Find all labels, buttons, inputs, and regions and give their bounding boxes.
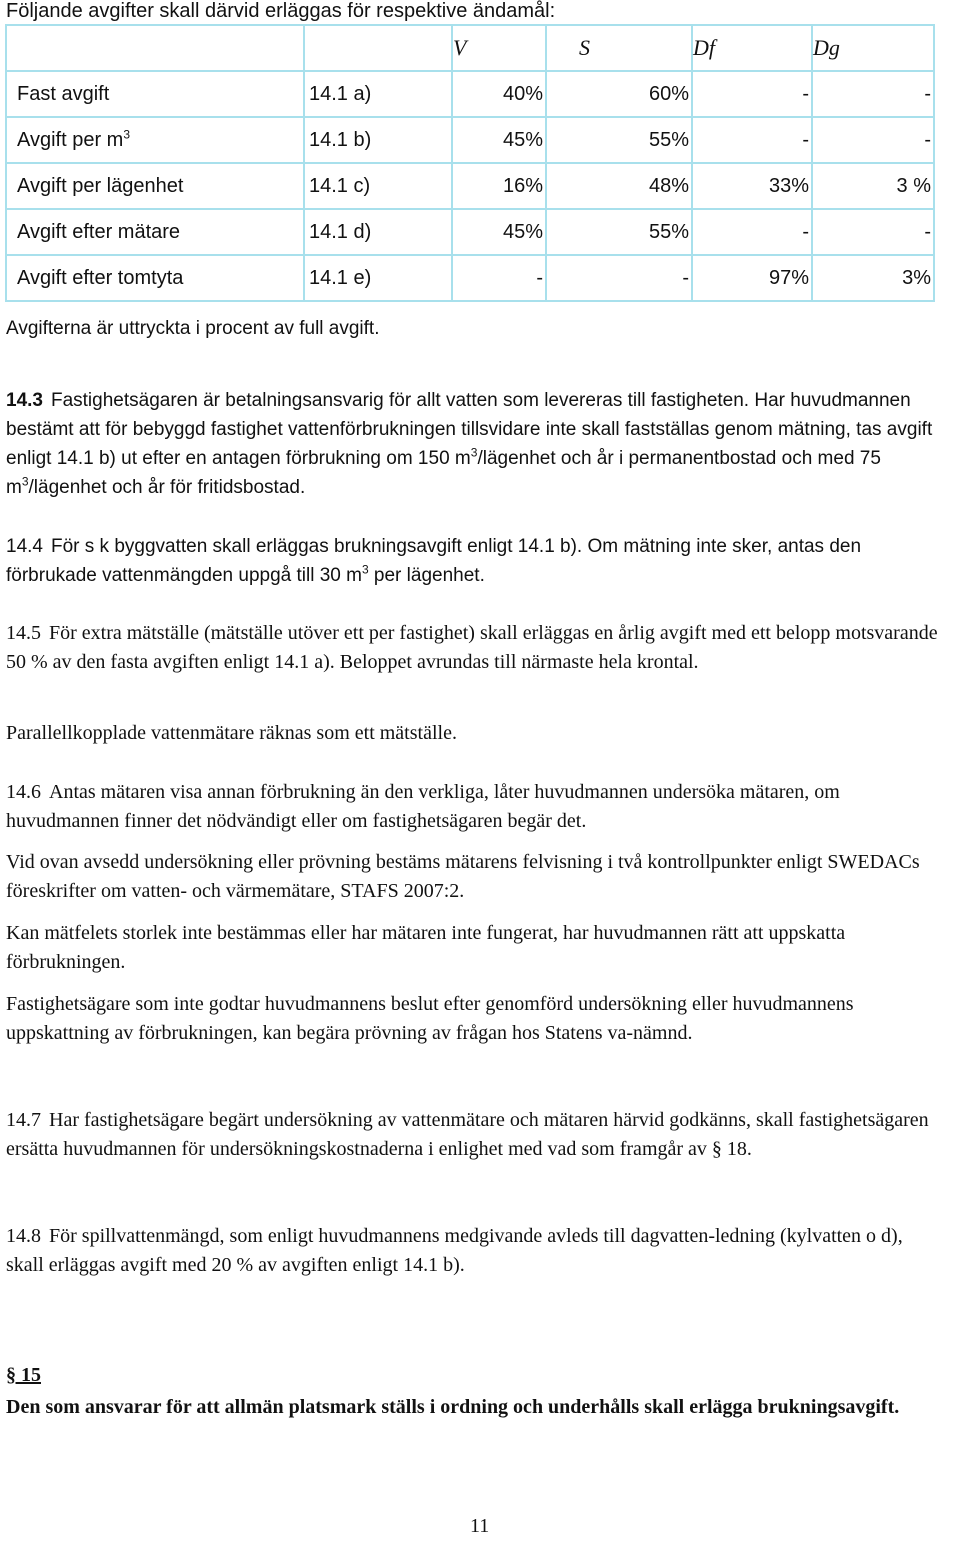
table-row (6, 163, 934, 209)
header-blank (6, 25, 304, 71)
table-row (6, 209, 934, 255)
row-dg: - (812, 209, 934, 255)
row-dg: 3% (812, 255, 934, 301)
paragraph-14-5b: Parallellkopplade vattenmätare räknas som ett mätställe. (6, 722, 457, 744)
paragraph-number: 14.8 (6, 1225, 41, 1247)
row-v: - (452, 255, 546, 301)
row-label: Fast avgift (6, 71, 304, 117)
paragraph-14-5: 14.5 För extra mätställe (mätställe utöver ett per fastighet) skall erläggas en årlig avgift med ett belopp motsvarande 50 % av den fasta avgiften enligt 14.1 a). Beloppet avrundas till närmaste hela krontal. (6, 622, 938, 673)
header-df: Df (692, 25, 812, 71)
table-row (6, 117, 934, 163)
paragraph-14-4: 14.4 För s k byggvatten skall erläggas brukningsavgift enligt 14.1 b). Om mätning inte sker, antas den förbrukade vattenmängden uppgå till 30 $m^3$ per lägenhet. (6, 536, 862, 586)
row-label: Avgift per lägenhet (6, 163, 304, 209)
section-15-heading: § 15 (6, 1364, 41, 1386)
paragraph-number: 14.5 (6, 622, 41, 644)
row-label: Avgift per $m^3$ (6, 117, 304, 163)
paragraph-14-7: 14.7 Har fastighetsägare begärt undersökning av vattenmätare och mätaren härvid godkänns, skall fastighetsägaren ersätta huvudmannen för undersökningskostnaderna i enlighet med vad som framgår av § 18. (6, 1109, 929, 1160)
row-s: 48% (546, 163, 692, 209)
section-15-title: Den som ansvarar för att allmän platsmark ställs i ordning och underhålls skall erlägga brukningsavgift. (6, 1396, 900, 1418)
header-s: S (546, 25, 692, 71)
intro-text: Följande avgifter skall därvid erläggas för respektive ändamål: (6, 0, 556, 22)
row-df: - (692, 117, 812, 163)
row-s: 60% (546, 71, 692, 117)
row-dg: 3 % (812, 163, 934, 209)
table-row (6, 71, 934, 117)
row-df: 33% (692, 163, 812, 209)
row-label: Avgift efter tomtyta (6, 255, 304, 301)
page-number: 11 (470, 1515, 490, 1537)
header-v: V (452, 25, 546, 71)
row-s: - (546, 255, 692, 301)
paragraph-14-6c: Kan mätfelets storlek inte bestämmas eller har mätaren inte fungerat, har huvudmannen rätt att uppskatta förbrukningen. (6, 922, 846, 973)
row-ref: 14.1 d) (304, 209, 452, 255)
row-label: Avgift efter mätare (6, 209, 304, 255)
row-dg: - (812, 71, 934, 117)
paragraph-14-3: 14.3 Fastighetsägaren är betalningsansvarig för allt vatten som levereras till fastigheten. Har huvudmannen bestämt att för bebyggd fastighet vattenförbrukningen tillsvidare inte skall fastställas genom mätning, tas avgift enligt 14.1 b) ut efter en antagen förbrukning om 150 $m^3$/lägenhet och år i permanentbostad och med 75 $m^3$/lägenhet och år för fritidsbostad. (6, 390, 933, 498)
paragraph-number: 14.3 (6, 390, 43, 411)
header-blank (304, 25, 452, 71)
row-ref: 14.1 a) (304, 71, 452, 117)
row-s: 55% (546, 209, 692, 255)
row-ref: 14.1 e) (304, 255, 452, 301)
row-s: 55% (546, 117, 692, 163)
paragraph-14-8: 14.8 För spillvattenmängd, som enligt huvudmannens medgivande avleds till dagvatten-ledning (kylvatten o d), skall erläggas avgift med 20 % av avgiften enligt 14.1 b). (6, 1225, 903, 1276)
row-df: - (692, 71, 812, 117)
paragraph-number: 14.7 (6, 1109, 41, 1131)
table-row (6, 255, 934, 301)
row-ref: 14.1 b) (304, 117, 452, 163)
row-ref: 14.1 c) (304, 163, 452, 209)
row-v: 45% (452, 209, 546, 255)
row-v: 40% (452, 71, 546, 117)
row-v: 45% (452, 117, 546, 163)
row-df: 97% (692, 255, 812, 301)
section-sign-icon: § (711, 1138, 722, 1160)
paragraph-14-6: 14.6 Antas mätaren visa annan förbrukning än den verkliga, låter huvudmannen undersöka mätaren, om huvudmannen finner det nödvändigt eller om fastighetsägaren begär det. (6, 781, 840, 832)
percent-note: Avgifterna är uttryckta i procent av full avgift. (6, 318, 380, 339)
header-dg: Dg (812, 25, 934, 71)
row-dg: - (812, 117, 934, 163)
fee-table (5, 24, 935, 302)
paragraph-number: 14.4 (6, 536, 43, 557)
row-df: - (692, 209, 812, 255)
paragraph-number: 14.6 (6, 781, 41, 803)
paragraph-14-6b: Vid ovan avsedd undersökning eller prövning bestäms mätarens felvisning i två kontrollpunkter enligt SWEDACs föreskrifter om vatten- och värmemätare, STAFS 2007:2. (6, 851, 920, 902)
paragraph-14-6d: Fastighetsägare som inte godtar huvudmannens beslut efter genomförd undersökning eller huvudmannens uppskattning av förbrukningen, kan begära prövning av frågan hos Statens va-nämnd. (6, 993, 854, 1044)
row-v: 16% (452, 163, 546, 209)
table-header-row (6, 25, 934, 71)
